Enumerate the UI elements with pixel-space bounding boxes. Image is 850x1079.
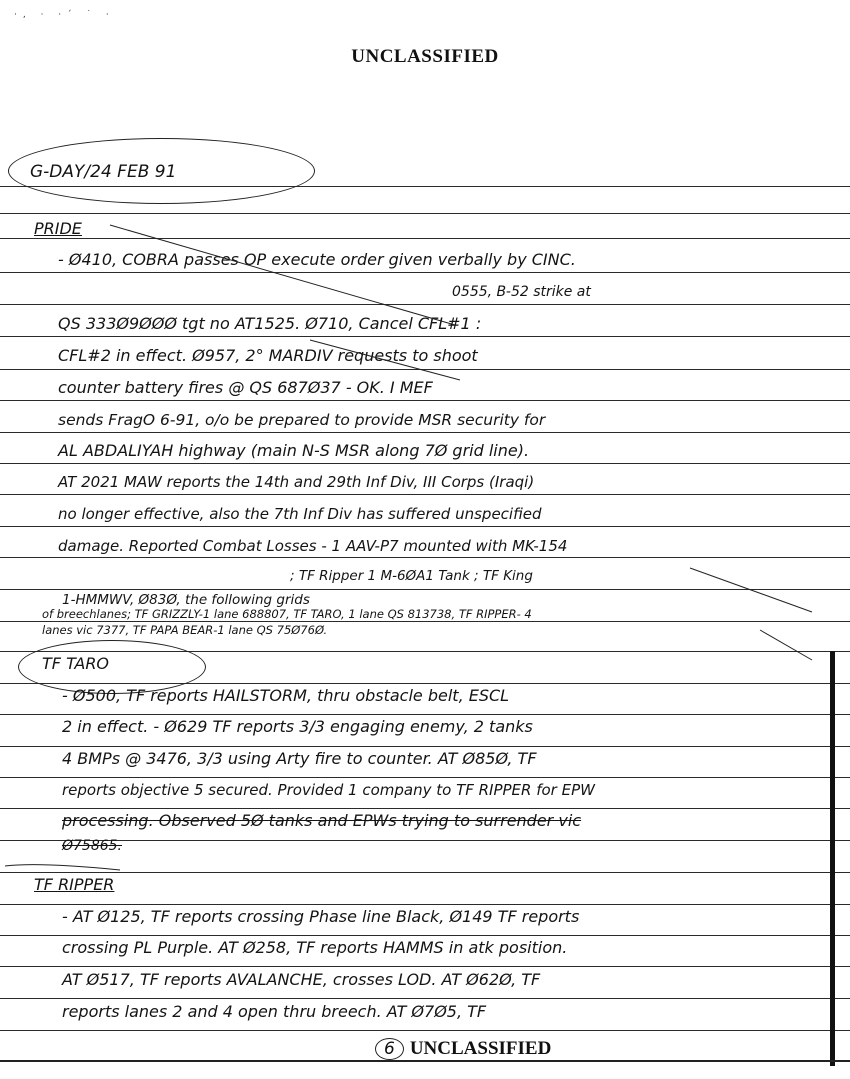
scan-specks: ·, · ·´ ˙ ·	[14, 10, 115, 20]
diagonal-pen-stroke-4	[760, 630, 812, 660]
diagonal-pen-stroke-3	[690, 568, 812, 612]
footer-rule	[0, 1060, 850, 1062]
pride-line-11: ; TF Ripper 1 M-6ØA1 Tank ; TF King	[290, 568, 533, 584]
pride-line-8: AT 2021 MAW reports the 14th and 29th Inf Div, III Corps (Iraqi)	[58, 473, 535, 491]
pride-line-7: AL ABDALIYAH highway (main N-S MSR along 7Ø grid line).	[58, 441, 530, 460]
diagonal-pen-stroke	[110, 225, 455, 325]
pride-small-line-1: of breechlanes; TF GRIZZLY-1 lane 688807, TF TARO, 1 lane QS 813738, TF RIPPER- 4	[42, 607, 532, 621]
pride-line-5: counter battery fires @ QS 687Ø37 - OK. I MEF	[58, 378, 433, 397]
section-title-tf-taro: TF TARO	[42, 654, 110, 673]
ripper-line-2: crossing PL Purple. AT Ø258, TF reports HAMMS in atk position.	[62, 938, 568, 957]
taro-line-4: reports objective 5 secured. Provided 1 company to TF RIPPER for EPW	[62, 781, 595, 799]
taro-line-5: processing. Observed 5Ø tanks and EPWs trying to surrender vic	[62, 811, 582, 830]
pride-line-2: 0555, B-52 strike at	[452, 284, 591, 300]
diagonal-pen-stroke-2	[310, 340, 460, 380]
header-classification: UNCLASSIFIED	[351, 46, 499, 67]
pride-line-1: - Ø410, COBRA passes OP execute order given verbally by CINC.	[58, 250, 576, 269]
pride-line-12: 1-HMMWV, Ø83Ø, the following grids	[62, 592, 310, 608]
pride-line-10: damage. Reported Combat Losses - 1 AAV-P7 mounted with MK-154	[58, 537, 568, 555]
pride-line-6: sends FragO 6-91, o/o be prepared to provide MSR security for	[58, 411, 546, 429]
pride-small-line-2: lanes vic 7377, TF PAPA BEAR-1 lane QS 75Ø76Ø.	[42, 623, 328, 637]
taro-line-2: 2 in effect. - Ø629 TF reports 3/3 engaging enemy, 2 tanks	[62, 717, 533, 736]
ripper-bracket-stroke	[5, 865, 120, 870]
scan-edge-bar	[830, 651, 835, 1066]
ripper-line-3: AT Ø517, TF reports AVALANCHE, crosses LOD. AT Ø62Ø, TF	[62, 970, 541, 989]
pride-line-3: QS 333Ø9ØØØ tgt no AT1525. Ø710, Cancel CFL#1 :	[58, 314, 482, 333]
pride-line-4: CFL#2 in effect. Ø957, 2° MARDIV requests to shoot	[58, 346, 478, 365]
ripper-line-1: - AT Ø125, TF reports crossing Phase line Black, Ø149 TF reports	[62, 907, 580, 926]
footer-classification: UNCLASSIFIED	[409, 1038, 552, 1059]
taro-line-1: - Ø500, TF reports HAILSTORM, thru obstacle belt, ESCL	[62, 686, 510, 705]
pride-line-9: no longer effective, also the 7th Inf Div has suffered unspecified	[58, 505, 542, 523]
footer	[375, 1038, 551, 1060]
taro-line-6: Ø75865.	[62, 838, 123, 854]
section-title-tf-ripper: TF RIPPER	[34, 875, 115, 894]
page-number: 6	[375, 1038, 404, 1060]
ripper-line-4: reports lanes 2 and 4 open thru breech. AT Ø7Ø5, TF	[62, 1002, 487, 1021]
section-title-pride: PRIDE	[34, 219, 82, 238]
date-heading: G-DAY/24 FEB 91	[30, 162, 177, 182]
taro-line-3: 4 BMPs @ 3476, 3/3 using Arty fire to counter. AT Ø85Ø, TF	[62, 749, 537, 768]
